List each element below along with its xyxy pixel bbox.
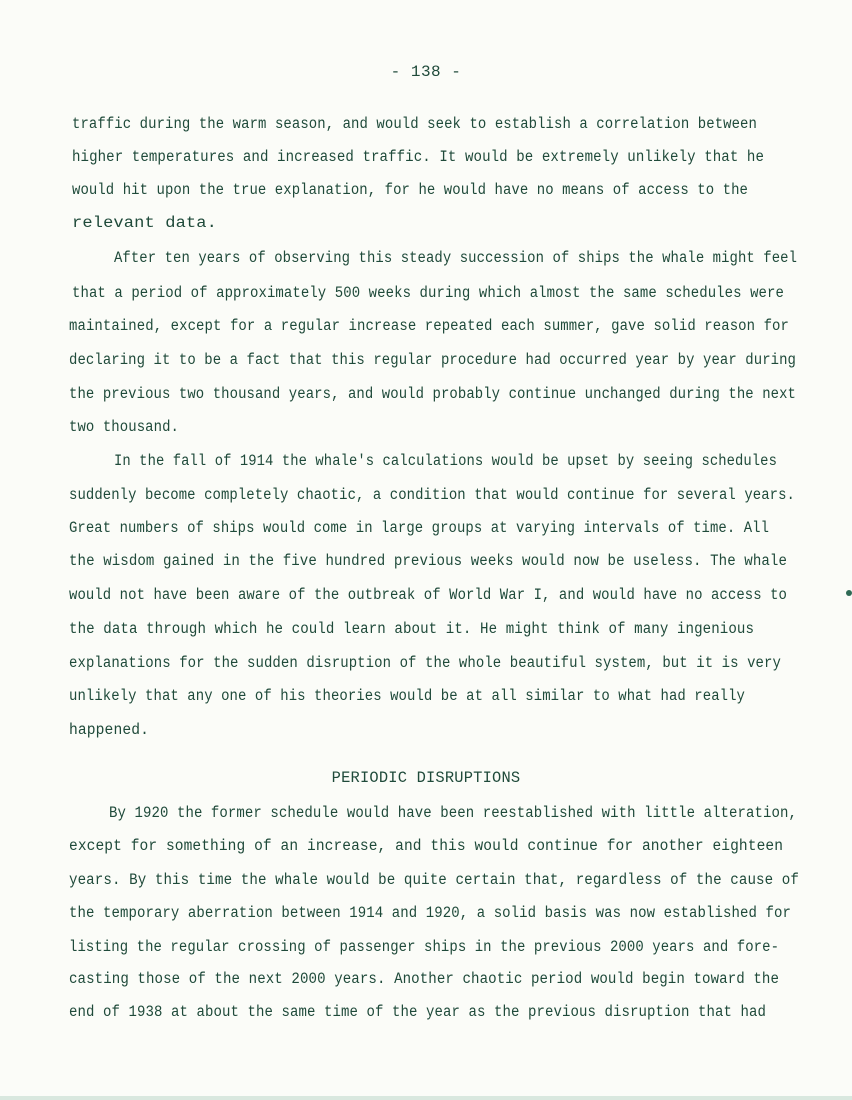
scan-mark [846,590,852,596]
body-line: two thousand. [69,418,180,436]
body-line: would not have been aware of the outbreak of World War I, and would have no access to [69,586,788,604]
body-line: By 1920 the former schedule would have been reestablished with little alteration, [109,804,798,822]
body-line: listing the regular crossing of passenger ships in the previous 2000 years and fore- [69,938,780,956]
body-line: Great numbers of ships would come in large groups at varying intervals of time. All [69,519,770,537]
body-line: unlikely that any one of his theories would be at all similar to what had really [69,687,745,705]
body-line: happened. [69,721,149,739]
body-line: years. By this time the whale would be quite certain that, regardless of the cause of [69,871,799,889]
body-line: that a period of approximately 500 weeks during which almost the same schedules were [72,284,784,302]
body-line: except for something of an increase, and this would continue for another eighteen [69,837,784,855]
body-line: end of 1938 at about the same time of the year as the previous disruption that had [69,1003,767,1021]
body-line: relevant data. [72,214,218,232]
body-line: the data through which he could learn about it. He might think of many ingenious [69,620,755,638]
body-line: declaring it to be a fact that this regular procedure had occurred year by year during [69,351,797,369]
body-line: suddenly become completely chaotic, a condition that would continue for several years. [69,486,795,504]
body-line: the temporary aberration between 1914 and 1920, a solid basis was now established for [69,904,791,922]
body-line: the wisdom gained in the five hundred previous weeks would now be useless. The whale [69,552,788,570]
body-line: traffic during the warm season, and would seek to establish a correlation between [72,115,757,133]
body-line: maintained, except for a regular increase repeated each summer, gave solid reason for [69,317,789,335]
section-heading: PERIODIC DISRUPTIONS [331,769,521,787]
body-line: the previous two thousand years, and would probably continue unchanged during the next [69,385,797,403]
body-line: higher temperatures and increased traffic. It would be extremely unlikely that he [72,148,765,166]
body-line: would hit upon the true explanation, for he would have no means of access to the [72,181,748,199]
body-line: After ten years of observing this steady succession of ships the whale might feel [114,249,798,267]
scan-edge [0,1096,852,1100]
body-line: casting those of the next 2000 years. Another chaotic period would begin toward the [69,970,780,988]
body-line: explanations for the sudden disruption of the whole beautiful system, but it is very [69,654,781,672]
body-line: In the fall of 1914 the whale's calculations would be upset by seeing schedules [114,452,777,470]
page-number: - 138 - [390,63,462,81]
